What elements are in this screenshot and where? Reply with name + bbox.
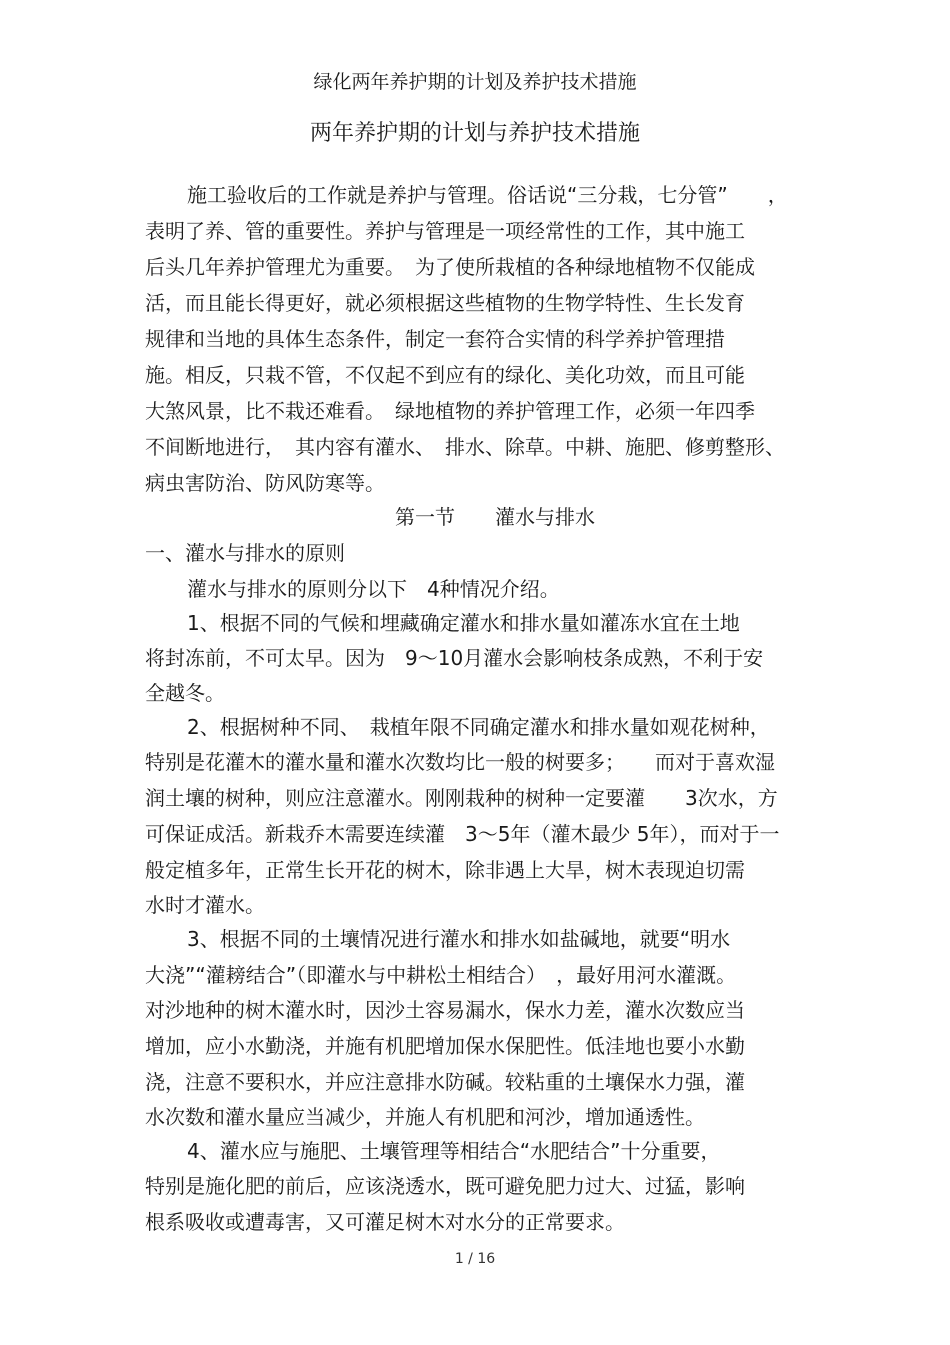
item-2-line: 可保证成活。新栽乔木需要连续灌 3～5年（灌木最少 5年），而对于一 xyxy=(145,822,780,846)
item-4-line: 4、灌水应与施肥、土壤管理等相结合“水肥结合”十分重要， xyxy=(187,1139,721,1163)
item-2-line: 般定植多年，正常生长开花的树木，除非遇上大旱，树木表现迫切需 xyxy=(145,858,745,882)
header-title: 绿化两年养护期的计划及养护技术措施 xyxy=(313,71,637,93)
item-3-line: 3、根据不同的土壤情况进行灌水和排水如盐碱地，就要“明水 xyxy=(187,927,731,951)
item-1-line: 将封冻前，不可太早。因为 9～10月灌水会影响枝条成熟，不利于安 xyxy=(145,646,764,670)
document-title: 两年养护期的计划与养护技术措施 xyxy=(309,121,640,146)
intro-line: 大煞风景，比不栽还难看。 绿地植物的养护管理工作，必须一年四季 xyxy=(145,399,755,423)
intro-line: 表明了养、管的重要性。养护与管理是一项经常性的工作，其中施工 xyxy=(145,219,745,243)
section-heading: 第一节 灌水与排水 xyxy=(395,505,595,529)
subheading: 一、灌水与排水的原则 xyxy=(145,541,345,565)
item-3-line: 对沙地种的树木灌水时，因沙土容易漏水，保水力差，灌水次数应当 xyxy=(145,998,745,1022)
item-2-line: 特别是花灌木的灌水量和灌水次数均比一般的树要多； 而对于喜欢湿 xyxy=(145,750,775,774)
item-1-line: 全越冬。 xyxy=(145,681,225,705)
item-1-line: 1、根据不同的气候和埋藏确定灌水和排水量如灌冻水宜在土地 xyxy=(187,611,740,635)
item-3-line: 水次数和灌水量应当减少，并施人有机肥和河沙，增加通透性。 xyxy=(145,1105,705,1129)
intro-line: 规律和当地的具体生态条件，制定一套符合实情的科学养护管理措 xyxy=(145,327,725,351)
page-number: 1 / 16 xyxy=(454,1251,496,1267)
intro-line: 后头几年养护管理尤为重要。 为了使所栽植的各种绿地植物不仅能成 xyxy=(145,255,755,279)
item-3-line: 浇，注意不要积水，并应注意排水防碱。较粘重的土壤保水力强，灌 xyxy=(145,1070,745,1094)
item-2-line: 2、根据树种不同、 栽植年限不同确定灌水和排水量如观花树种， xyxy=(187,715,770,739)
item-3-line: 大浇”“灌耪结合”（即灌水与中耕松土相结合） ，最好用河水灌溉。 xyxy=(145,963,737,987)
item-4-line: 特别是施化肥的前后，应该浇透水，既可避免肥力过大、过猛，影响 xyxy=(145,1174,745,1198)
principle-intro: 灌水与排水的原则分以下 4种情况介绍。 xyxy=(187,577,560,601)
intro-line: 施。相反，只栽不管，不仅起不到应有的绿化、美化功效，而且可能 xyxy=(145,363,745,387)
item-3-line: 增加，应小水勤浇，并施有机肥增加保水保肥性。低洼地也要小水勤 xyxy=(145,1034,745,1058)
item-4-line: 根系吸收或遭毒害，又可灌足树木对水分的正常要求。 xyxy=(145,1210,625,1234)
item-2-line: 水时才灌水。 xyxy=(145,893,265,917)
item-2-line: 润土壤的树种，则应注意灌水。刚刚栽种的树种一定要灌 3次水，方 xyxy=(145,786,778,810)
intro-line: 不间断地进行， 其内容有灌水、 排水、除草。中耕、施肥、修剪整形、 xyxy=(145,435,785,459)
intro-line: 病虫害防治、防风防寒等。 xyxy=(145,471,385,495)
intro-line: 施工验收后的工作就是养护与管理。俗话说“三分栽，七分管” ， xyxy=(187,183,788,207)
intro-line: 活，而且能长得更好，就必须根据这些植物的生物学特性、生长发育 xyxy=(145,291,745,315)
